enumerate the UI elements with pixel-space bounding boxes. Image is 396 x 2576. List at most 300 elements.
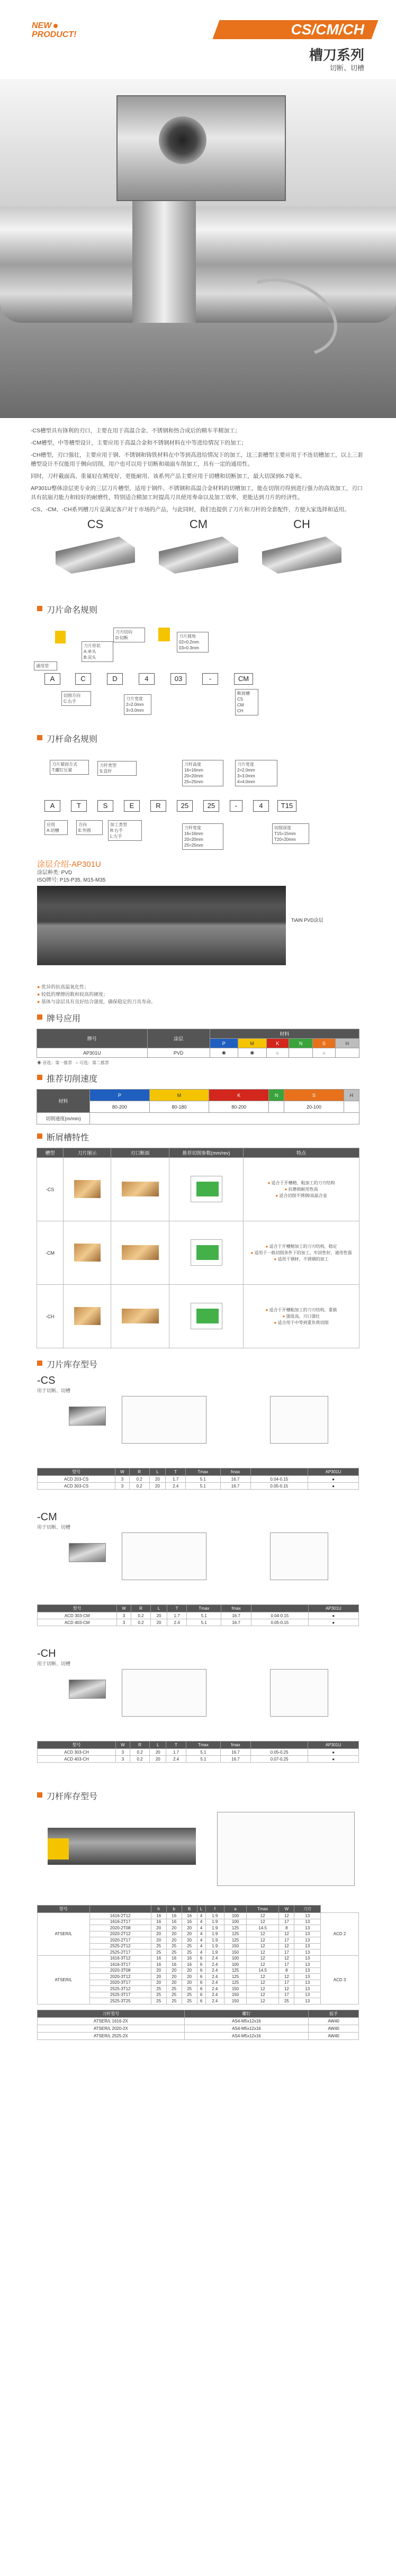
cell: 20 [151, 1931, 166, 1937]
stock-h: R [130, 1741, 150, 1749]
edge-image [122, 1309, 159, 1323]
cell: ● [308, 1476, 359, 1483]
holder-code-7: - [230, 800, 242, 812]
iso-n: N [289, 1039, 312, 1048]
speed-m: 80-180 [149, 1101, 209, 1113]
label-hclamp: 刀片紧固方式 T:螺钉压紧 [50, 760, 89, 775]
cell: 20 [151, 1974, 166, 1980]
cell: 20 [151, 1967, 166, 1974]
feat-h4: 特点 [244, 1148, 359, 1158]
holder-h: W [279, 1906, 294, 1913]
cell: 25 [151, 1949, 166, 1956]
page-subtitle [326, 62, 364, 72]
cell: 12 [279, 1913, 294, 1919]
cell: 20 [151, 1612, 167, 1619]
section-marker [37, 606, 42, 611]
cell: 13 [294, 1931, 321, 1937]
feat-h0: 槽型 [37, 1148, 64, 1158]
workpiece [0, 206, 396, 323]
page-title: 槽刀系列 [309, 47, 364, 63]
edge-image [122, 1182, 159, 1196]
intro-p2: -CM槽型，中等槽型设计，主要应用于高温合金和不锈钢材料在中等进给情况下的加工； [31, 440, 247, 446]
corner-icon [158, 628, 170, 641]
stock-table [37, 1604, 359, 1626]
cell: 25 [151, 1943, 166, 1949]
cell: 12 [247, 1998, 279, 2004]
cell: 8 [279, 1967, 294, 1974]
insert-cs-label: CS [87, 518, 104, 531]
cell: 25 [279, 1998, 294, 2004]
cell: 20 [149, 1483, 166, 1490]
cell: 150 [224, 1986, 247, 1992]
stock-h: AP301U [308, 1741, 359, 1749]
iso-s: S [313, 1039, 335, 1048]
cell: 20 [182, 1925, 197, 1931]
stock-h: L [151, 1605, 167, 1612]
cell: 16 [166, 1955, 182, 1962]
stock-category: -CH [37, 1648, 56, 1659]
cell: 0.05-0.25 [251, 1749, 308, 1756]
intro-p5: AP301U整体涂层更专业的三层刀片槽型，适用于钢件、不锈钢和高温合金材料的切槽加工，能在切削刃得到进行强力的高效加工，刃口具有抗崩刃能力和较好的耐磨性，特别适合精加工时提高刀具使用寿命以及加工效率，更能达到刀片的经济性。 [31, 485, 363, 501]
cell: 16 [151, 1962, 166, 1968]
label-edge: 刀刃切向 D:切断 [113, 628, 145, 642]
speed-row-label: 切削速度(m/min) [37, 1113, 90, 1124]
cell: 2525-3T25 [89, 1998, 151, 2004]
stock-block-cm [37, 1511, 359, 1644]
section-title: 刀片库存型号 [47, 1360, 98, 1369]
stock-h: 型号 [38, 1468, 115, 1476]
chipbreaker-table [37, 1148, 359, 1348]
cell: 25 [182, 1943, 197, 1949]
section-insert-stock [37, 1357, 396, 1371]
cell: 8 [279, 1925, 294, 1931]
label-hwidth: 刀片宽度 2=2.0mm 3=3.0mm 4=4.0mm [235, 760, 277, 786]
cell: 2.4 [167, 1619, 187, 1626]
stock-h: fmax [221, 1741, 251, 1749]
stock-h: 型号 [38, 1605, 117, 1612]
holder-code-1: T [71, 800, 87, 812]
feat-chart [169, 1221, 244, 1285]
cell: 2020-3T08 [89, 1967, 151, 1974]
cell: 1616-2T17 [89, 1919, 151, 1925]
feat-item: ● 适合于开槽粗加工的刀刃结构，重载 [246, 1307, 357, 1313]
holder-code-5: 25 [177, 800, 193, 812]
cell: 125 [224, 1937, 247, 1944]
stock-h: T [167, 1605, 187, 1612]
cell: 17 [279, 1980, 294, 1986]
cell: 125 [224, 1931, 247, 1937]
cell: 16 [166, 1962, 182, 1968]
holder-photo [48, 1828, 196, 1865]
parts-h: 刀杆型号 [38, 2010, 185, 2017]
cell: 0.04-0.15 [250, 1476, 308, 1483]
cell: 0.05-0.15 [250, 1483, 308, 1490]
cell: 0.2 [129, 1476, 149, 1483]
cell: 5.1 [186, 1756, 220, 1763]
cell: 13 [294, 1974, 321, 1980]
stock-h: AP301U [308, 1605, 358, 1612]
section-grade [37, 1011, 396, 1024]
grade-n [289, 1048, 312, 1058]
cell: 16.7 [220, 1483, 250, 1490]
feat-item: ● 适合用于中等到重负荷切削 [246, 1320, 357, 1326]
cell: 2525-2T17 [89, 1949, 151, 1956]
table-row [38, 1619, 359, 1626]
cell: 2.4 [205, 1980, 224, 1986]
table-row [38, 1955, 359, 1962]
feat-list [244, 1221, 359, 1285]
holder-h [89, 1906, 151, 1913]
stock-h: fmax [220, 1468, 250, 1476]
holder-insert: ACD 3 [321, 1955, 359, 2004]
cell: 12 [279, 1943, 294, 1949]
stock-table [37, 1741, 359, 1763]
dimension-drawing [122, 1396, 206, 1444]
stock-h: L [149, 1468, 166, 1476]
feat-chart [169, 1285, 244, 1348]
cell: 5.1 [186, 1749, 220, 1756]
legend-first: ◉ 首选：第一推荐 [37, 1060, 73, 1065]
section-title: 刀杆命名规则 [47, 735, 98, 744]
cell: 13 [294, 1992, 321, 1998]
cell: 5.1 [187, 1619, 221, 1626]
cell: AS4-M5x12x16 [184, 2017, 309, 2025]
cell: 12 [247, 1937, 279, 1944]
label-hstyle: 刀杆类型 S:直杆 [97, 761, 137, 776]
label-rotation: 切削方向 C:右手 [61, 691, 91, 706]
cell: 6 [197, 1998, 205, 2004]
coating-type: 涂层种类: PVD [37, 870, 73, 876]
cell: 17 [279, 1992, 294, 1998]
cell: 14.5 [247, 1967, 279, 1974]
stock-block-cs [37, 1375, 359, 1507]
intro-text [0, 418, 396, 514]
grade-header: 牌号 [37, 1029, 148, 1048]
stock-block-ch [37, 1648, 359, 1780]
speed-n [269, 1101, 284, 1113]
cell: 12 [279, 1931, 294, 1937]
feat-insert [64, 1158, 111, 1221]
label-shape: 刀片形状 A:单头 B:双头 [82, 641, 113, 662]
cell: 12 [279, 1974, 294, 1980]
cell: 2.4 [205, 1986, 224, 1992]
cell: 2.4 [205, 1967, 224, 1974]
stock-h: Tmax [186, 1468, 220, 1476]
stock-h: fmax [221, 1605, 251, 1612]
cell: 25 [151, 1986, 166, 1992]
legend-second: ○ 可选：第二推荐 [75, 1060, 109, 1065]
cell: 2.4 [205, 1955, 224, 1962]
grade-coat: PVD [147, 1048, 210, 1058]
cell: ACD 403-CM [38, 1619, 117, 1626]
dimension-drawing [270, 1532, 328, 1580]
speed-table [37, 1089, 359, 1124]
cell: 25 [182, 1986, 197, 1992]
holder-code-4: R [150, 800, 166, 812]
speed-k: 80-200 [209, 1101, 269, 1113]
feat-list [244, 1158, 359, 1221]
insert-ch-image [262, 537, 341, 574]
cell: 13 [294, 1998, 321, 2004]
cell: 17 [279, 1962, 294, 1968]
cell: 25 [166, 1992, 182, 1998]
subtitle-1: 切断、切槽 [329, 64, 364, 72]
feat-item: ● 适用于钢材、不锈钢的加工 [246, 1256, 357, 1263]
cell: 13 [294, 1962, 321, 1968]
holder-code-6: 25 [203, 800, 219, 812]
insert-code-5: - [202, 673, 218, 685]
new-product-badge [32, 21, 76, 39]
holder-h: L [197, 1906, 205, 1913]
cell: 4 [197, 1949, 205, 1956]
label-hdepth: 切削深度 T15=15mm T20=20mm [272, 823, 309, 844]
insert-cm [154, 518, 244, 574]
cell: AW40 [309, 2017, 359, 2025]
cell: 1.9 [205, 1949, 224, 1956]
speed-s: 20-100 [284, 1101, 344, 1113]
intro-p4: 同时，刀杆截面高、重量轻在精度好，更能耐用、该系列产品主要应用于切槽和切断加工，最大切深到6.7毫米。 [31, 473, 305, 479]
insert-code-3: 4 [139, 673, 155, 685]
cell: 12 [247, 1949, 279, 1956]
holder-code-9: T15 [277, 800, 296, 812]
cell: 20 [182, 1967, 197, 1974]
insert-cm-image [159, 537, 238, 574]
cell: 2.4 [166, 1483, 186, 1490]
coating-bullet: ● 基体与涂层具有良好结合强度，确保稳定的刀具寿命。 [37, 998, 359, 1005]
stock-desc: 用于切断、切槽 [37, 1661, 71, 1666]
cell: 13 [294, 1919, 321, 1925]
grade-name: AP301U [37, 1048, 148, 1058]
cell: 4 [197, 1931, 205, 1937]
insert-ch-label: CH [293, 518, 310, 531]
param-chart [191, 1176, 222, 1202]
cell: 14.5 [247, 1925, 279, 1931]
coating-section [37, 858, 359, 980]
cell: ACD 203-CS [38, 1476, 115, 1483]
cell: 4 [197, 1937, 205, 1944]
iso-h: H [335, 1039, 359, 1048]
cell: 4 [197, 1913, 205, 1919]
cell: 12 [247, 1943, 279, 1949]
cell: 2.4 [205, 1974, 224, 1980]
series-code: CS/CM/CH [291, 21, 364, 38]
cell: 20 [166, 1931, 182, 1937]
holder-insert: ACD 2 [321, 1913, 359, 1956]
clamp-screw [159, 116, 206, 164]
insert-cm-label: CM [189, 518, 208, 531]
label-width: 刀片宽度 2=2.0mm 3=3.0mm [124, 694, 151, 715]
dimension-drawing [122, 1532, 206, 1580]
cell: 2.4 [205, 1992, 224, 1998]
stock-h: W [117, 1605, 131, 1612]
hero-image [0, 79, 396, 418]
holder-h: 刀片 [294, 1906, 321, 1913]
cell: 1616-2T12 [89, 1913, 151, 1919]
cell: AS4-M5x12x16 [184, 2032, 309, 2039]
iso-n: N [269, 1090, 284, 1101]
section-holder-stock [37, 1789, 396, 1802]
cell: 3 [116, 1756, 130, 1763]
label-hhand: 加工类型 R:右手 L:左手 [108, 820, 142, 841]
iso-p: P [90, 1090, 150, 1101]
cell: 3 [116, 1749, 130, 1756]
table-row [38, 1476, 359, 1483]
grade-k: ○ [266, 1048, 289, 1058]
feat-edge [111, 1285, 169, 1348]
label-corner: 刀片圆角 02=0.2mm 03=0.3mm [177, 632, 209, 652]
cell: 6 [197, 1967, 205, 1974]
stock-h: W [115, 1468, 130, 1476]
cell: 13 [294, 1925, 321, 1931]
micrograph-label: TiAlN PVD涂层 [291, 918, 323, 923]
cell: 4 [197, 1919, 205, 1925]
stock-h: R [129, 1468, 149, 1476]
section-marker [37, 1133, 42, 1139]
cell: 20 [166, 1925, 182, 1931]
table-row [38, 1483, 359, 1490]
label-hcut: 方向 E:外圆 [76, 820, 103, 835]
feat-item: ● 抗磨损耐用性高 [246, 1186, 357, 1193]
coating-bullet: ● 较低的摩擦因数和较高的硬度； [37, 991, 359, 998]
coat-header: 涂层 [147, 1029, 210, 1048]
cell: 25 [166, 1986, 182, 1992]
grade-m: ◉ [238, 1048, 267, 1058]
cell: ● [308, 1749, 359, 1756]
feat-h3: 推荐切削参数(mm/rev) [169, 1148, 244, 1158]
insert-cs [50, 518, 140, 574]
holder-dimension-drawing [217, 1812, 355, 1886]
cell: ATSER/L 1616-2X [38, 2017, 185, 2025]
cell: 125 [224, 1980, 247, 1986]
cell: 12 [247, 1913, 279, 1919]
feat-item: ● 适合切削不锈钢/高温合金 [246, 1193, 357, 1199]
cell: ● [308, 1756, 359, 1763]
cell: 20 [149, 1476, 166, 1483]
holder-h: a [224, 1906, 247, 1913]
cell: 100 [224, 1913, 247, 1919]
cell: 12 [279, 1955, 294, 1962]
stock-h-blank [250, 1468, 308, 1476]
cell: 20 [151, 1619, 167, 1626]
cell: 16 [166, 1919, 182, 1925]
cell: 25 [166, 1949, 182, 1956]
cell: 13 [294, 1967, 321, 1974]
section-marker [37, 1360, 42, 1366]
cell: 125 [224, 1974, 247, 1980]
iso-m: M [149, 1090, 209, 1101]
section-insert-naming [37, 602, 396, 616]
section-title: 刀片命名规则 [47, 606, 98, 615]
cell: 1.9 [205, 1919, 224, 1925]
iso-p: P [210, 1039, 238, 1048]
cell: 100 [224, 1962, 247, 1968]
coating-bullet: ● 优异的抗高温氧化性； [37, 983, 359, 991]
feat-name: -CM [37, 1221, 64, 1285]
label-hlen: 刀杆宽度 16=16mm 20=20mm 25=25mm [182, 823, 223, 850]
section-title: 推荐切削速度 [47, 1075, 98, 1084]
cell: 2.4 [205, 1962, 224, 1968]
coating-title [37, 858, 359, 869]
feat-h2: 刃口断面 [111, 1148, 169, 1158]
iso-k: K [209, 1090, 269, 1101]
intro-p1: -CS槽型具有锋利的刃口，主要在用于高温合金、不锈钢和热合成后的精车半精加工； [31, 428, 241, 434]
holder-h: B [182, 1906, 197, 1913]
feat-name: -CS [37, 1158, 64, 1221]
cell: 12 [247, 1955, 279, 1962]
stock-table [37, 1468, 359, 1490]
dot-icon [53, 24, 58, 28]
cell: 2020-2T12 [89, 1931, 151, 1937]
feat-item: ● 适合于开槽精、粗加工的刀刃结构 [246, 1180, 357, 1186]
label-hsys: 应用 A:切槽 [44, 820, 68, 835]
cell: 125 [224, 1967, 247, 1974]
dimension-drawing [122, 1669, 206, 1717]
grade-p: ◉ [210, 1048, 238, 1058]
stock-h: T [166, 1468, 186, 1476]
insert-naming-diagram [34, 620, 362, 726]
iso-h: H [344, 1090, 359, 1101]
holder-table-wrap [37, 1905, 359, 2040]
stock-h: L [150, 1741, 166, 1749]
cell: 2020-3T12 [89, 1974, 151, 1980]
feat-edge [111, 1221, 169, 1285]
coating-grade: AP301U [71, 860, 101, 869]
insert-code-0: A [44, 673, 60, 685]
cell: 0.2 [131, 1619, 151, 1626]
cell: 20 [182, 1931, 197, 1937]
cell: AW40 [309, 2032, 359, 2039]
stock-h: Tmax [187, 1605, 221, 1612]
cell: 25 [182, 1998, 197, 2004]
label-chip: 断屑槽 CS CM CH [235, 689, 258, 715]
holder-code-0: A [44, 800, 60, 812]
stock-h: 型号 [38, 1741, 116, 1749]
cell: 1.9 [205, 1925, 224, 1931]
cell: 6 [197, 1992, 205, 1998]
cell: ● [308, 1619, 358, 1626]
holder-h: Tmax [247, 1906, 279, 1913]
speed-h [344, 1101, 359, 1113]
cell: 1.7 [166, 1476, 186, 1483]
cell: 150 [224, 1949, 247, 1956]
grooving-blade [132, 201, 196, 323]
section-marker [37, 1014, 42, 1020]
cell: 6 [197, 1974, 205, 1980]
speed-header: 材料 [37, 1090, 90, 1113]
coating-bullets [37, 983, 359, 1005]
cell: 0.2 [130, 1749, 150, 1756]
section-title: 断屑槽特性 [47, 1133, 89, 1142]
cell: 13 [294, 1980, 321, 1986]
cell: 3 [117, 1612, 131, 1619]
cell: 17 [279, 1919, 294, 1925]
cell: 12 [247, 1962, 279, 1968]
holder-group: ATSER/L [38, 1955, 90, 2004]
cell: 1.9 [205, 1931, 224, 1937]
cell: 1.9 [205, 1943, 224, 1949]
cell: 16 [151, 1919, 166, 1925]
product-label: PRODUCT! [32, 30, 77, 39]
coating-title-prefix: 涂层介绍- [37, 860, 71, 869]
stock-h: Tmax [186, 1741, 220, 1749]
holder-images [37, 1807, 359, 1902]
material-header: 材料 [210, 1029, 359, 1039]
label-hheight: 刀杆高度 16=16mm 20=20mm 25=25mm [182, 760, 223, 786]
cell: 20 [182, 1974, 197, 1980]
stock-category: -CM [37, 1511, 57, 1523]
cell: 3 [115, 1476, 130, 1483]
intro-p3: -CH槽型，刃口强壮，主要应用于钢、不锈钢和铸铁材料在中等到高进给情况下的加工，这三套槽型主要应用于不连切槽加工，以上三套槽型设计不仅能用于侧向切削，用户也可以用于切断和端面车削加工，具有一定的通用性。 [31, 452, 363, 467]
